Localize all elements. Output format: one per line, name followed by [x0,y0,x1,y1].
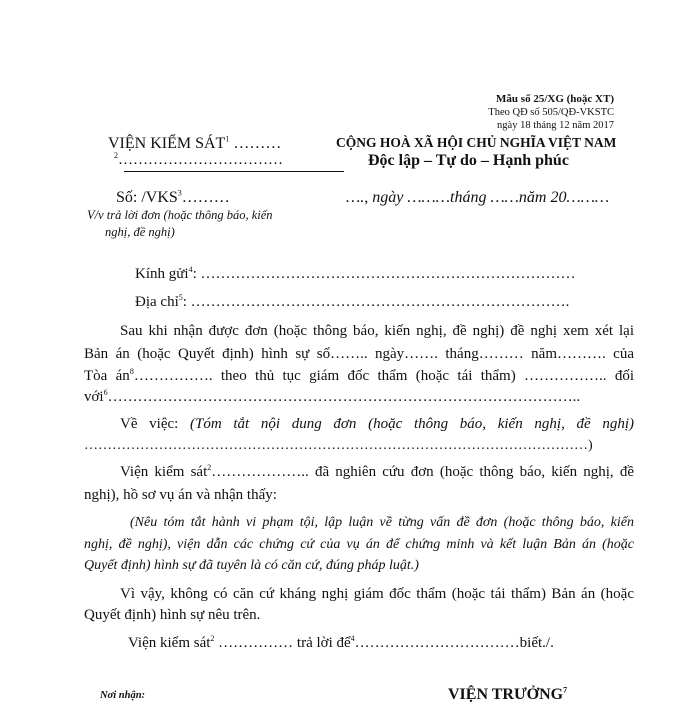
paragraph-1-line-2: Bản án (hoặc Quyết định) hình sự số…….. ngày……. tháng……… năm………. của [84,346,634,362]
reply-line: Viện kiểm sát$^2$ …………… trả lời để$^4$……………………………biết./. [128,634,554,651]
form-code-date: ngày 18 tháng 12 năm 2017 [497,120,614,131]
paragraph-3-line-1: Viện kiểm sát$^2$……………….. đã nghiên cứu đơn (hoặc thông báo, kiến nghị, đề [120,463,634,480]
instruction-note-line-3: Quyết định) hình sự đã tuyên là có căn cứ, đúng pháp luật.) [84,558,419,573]
form-code-title: Mẫu số 25/XG (hoặc XT) [496,93,614,105]
form-code-block [488,93,614,132]
recipients-label: Nơi nhận: [100,690,146,701]
subject-matter-dots: ………………………………………………………………………………………………) [84,438,593,453]
date-line: …., ngày ………tháng ……năm 20……… [346,189,610,206]
nation-title: CỘNG HOÀ XÃ HỘI CHỦ NGHĨA VIỆT NAM [336,135,617,150]
paragraph-1-line-3: Tòa $án^8\dots\dots\dots\dots\dots$. theo thủ tục giám đốc thẩm (hoặc tái thẩm) …………….. đối [84,367,635,384]
document-number: Số: /VKS$^3$……… [116,188,230,206]
paragraph-1-line-4: với$^6$………………………………………………………………………………….. [84,388,581,405]
address-line: Địa chỉ$^5$: …………………………………………………………………. [135,293,570,310]
agency-sub-name: $^2$…………………………… [114,151,283,168]
recipient-line: Kính gửi$^4$: ………………………………………………………………… [135,265,576,282]
signer-title: VIỆN TRƯỞNG$^7$ [448,685,568,703]
paragraph-3-line-2: nghị), hồ sơ vụ án và nhận thấy: [84,487,277,503]
instruction-note-line-1: (Nêu tóm tắt hành vi phạm tội, lập luận về từng vấn đề đơn (hoặc thông báo, kiến [130,515,634,530]
agency-name: VIỆN KIỂM SÁT$^1$ ……… [108,134,282,152]
instruction-note-line-2: nghị, đề nghị), viện dẫn các chứng cứ của vụ án để chứng minh và kết luận Bản án (hoặc [84,537,634,552]
agency-underline [124,171,344,172]
document-subject: V/v trả lời đơn (hoặc thông báo, kiến nghị, đề nghị) [87,208,273,239]
national-motto: Độc lập – Tự do – Hạnh phúc [368,152,569,169]
form-code-decision: Theo QĐ số 505/QĐ-VKSTC [488,107,614,118]
paragraph-5-line-2: Quyết định) hình sự nêu trên. [84,607,261,623]
paragraph-1-line-1: Sau khi nhận được đơn (hoặc thông báo, kiến nghị, đề nghị) đề nghị xem xét lại [120,323,634,339]
paragraph-5-line-1: Vì vậy, không có căn cứ kháng nghị giám đốc thẩm (hoặc tái thẩm) Bản án (hoặc [120,586,634,602]
subject-matter-line: Về việc: (Tóm tắt nội dung đơn (hoặc thông báo, kiến nghị, đề nghị) [120,416,635,432]
